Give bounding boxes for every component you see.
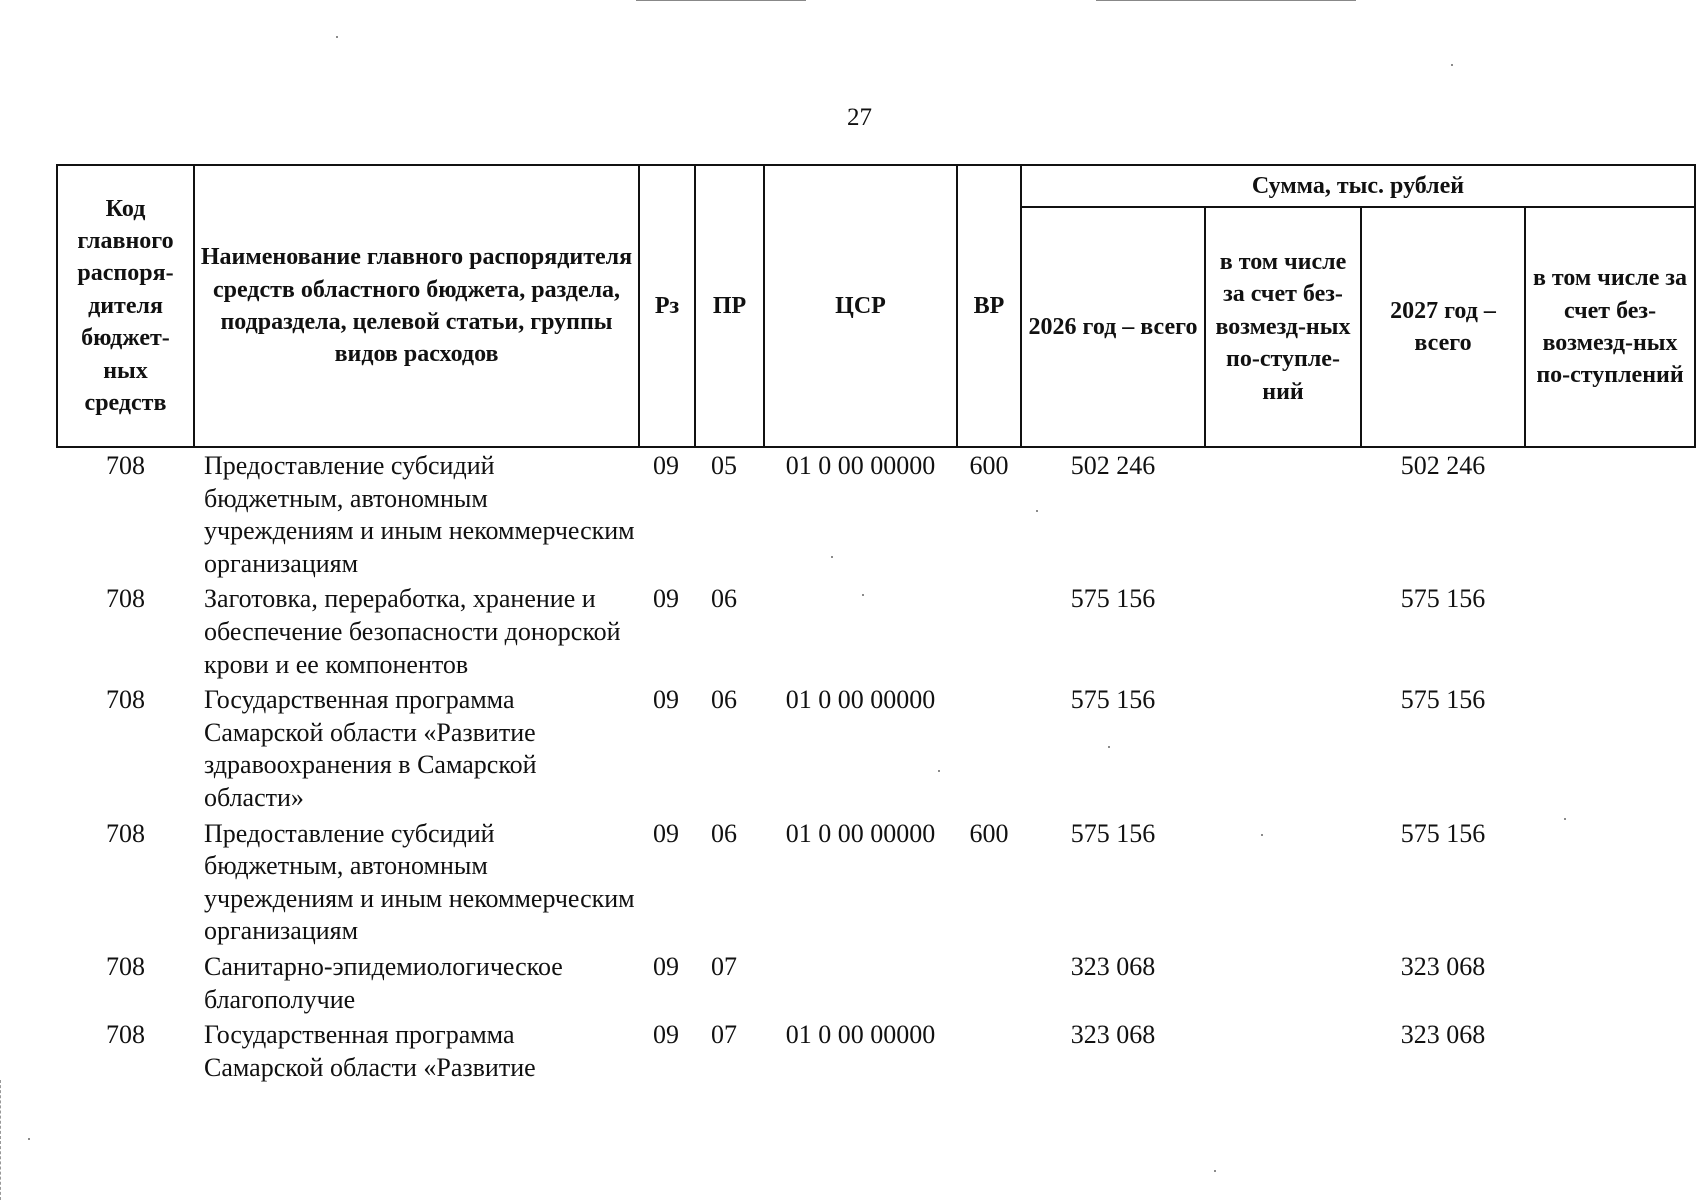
table-row [57,581,1695,682]
cell-2026-gratis [1205,949,1361,1017]
cell-2027-gratis [1525,816,1695,949]
cell-2026-total: 575 156 [1070,584,1156,614]
cell-2026-total: 502 246 [1070,451,1156,480]
cell-2027-total: 575 156 [1400,818,1486,848]
table-row [57,949,1695,1017]
cell-code: 708 [106,818,145,848]
header-2027-total: 2027 год – всего [1361,207,1525,447]
cell-csr: 01 0 00 00000 [785,818,936,848]
cell-rz: 09 [653,1020,679,1050]
cell-name: Заготовка, переработка, хранение и обеспечение безопасности донорской крови и ее компонентов [204,584,621,679]
header-2026-total: 2026 год – всего [1021,207,1205,447]
scan-speck [1564,818,1566,820]
cell-2026-total: 323 068 [1070,951,1156,981]
scan-speck [831,556,833,558]
cell-pr: 07 [711,951,737,981]
cell-2027-gratis [1525,949,1695,1017]
cell-csr: 01 0 00 00000 [785,685,936,715]
scan-top-rule [1096,0,1356,1]
table-row [57,447,1695,581]
cell-vr [957,682,1021,815]
cell-csr: 01 0 00 00000 [785,451,936,480]
header-vr: ВР [957,165,1021,447]
cell-code: 708 [106,951,145,981]
cell-2026-gratis [1205,1017,1361,1085]
cell-vr: 600 [969,818,1009,848]
cell-2027-gratis [1525,581,1695,682]
cell-name: Государственная программа Самарской области «Развитие [204,1020,536,1082]
cell-name: Предоставление субсидий бюджетным, автономным учреждениям и иным некоммерческим организациям [204,451,635,578]
cell-2027-total: 575 156 [1400,584,1486,614]
cell-2026-gratis [1205,447,1361,581]
scan-speck [938,770,940,772]
cell-code: 708 [106,451,145,480]
cell-2027-gratis [1525,1017,1695,1085]
header-rz: Рз [639,165,695,447]
cell-vr: 600 [969,451,1009,480]
header-name: Наименование главного распорядителя средств областного бюджета, раздела, подраздела, целевой статьи, группы видов расходов [194,165,639,447]
header-csr: ЦСР [764,165,957,447]
budget-table [56,164,1696,1085]
cell-2027-total: 323 068 [1400,1020,1486,1050]
cell-2027-total: 323 068 [1400,951,1486,981]
cell-vr [957,581,1021,682]
header-code: Код главного распоря-дителя бюджет-ных средств [57,165,194,447]
cell-name: Государственная программа Самарской области «Развитие здравоохранения в Самарской области» [204,685,537,812]
cell-rz: 09 [653,451,679,480]
scan-speck [28,1138,30,1140]
page-number: 27 [847,104,872,131]
scan-speck [862,594,864,596]
cell-2026-gratis [1205,816,1361,949]
cell-pr: 06 [711,685,737,715]
header-2027-gratis: в том числе за счет без-возмезд-ных по-ступлений [1525,207,1695,447]
scan-speck [1261,834,1263,836]
cell-vr [957,1017,1021,1085]
table-row [57,682,1695,815]
cell-rz: 09 [653,818,679,848]
cell-2027-total: 502 246 [1400,451,1486,480]
header-pr: ПР [695,165,764,447]
cell-2027-total: 575 156 [1400,685,1486,715]
cell-code: 708 [106,685,145,715]
table-row [57,816,1695,949]
cell-vr [957,949,1021,1017]
cell-code: 708 [106,584,145,614]
cell-2027-gratis [1525,682,1695,815]
cell-2026-total: 575 156 [1070,818,1156,848]
cell-2026-gratis [1205,682,1361,815]
cell-rz: 09 [653,951,679,981]
scan-edge [0,1080,5,1200]
cell-name: Санитарно-эпидемиологическое благополучие [204,951,563,1014]
cell-csr [764,949,957,1017]
cell-rz: 09 [653,685,679,715]
cell-name: Предоставление субсидий бюджетным, автономным учреждениям и иным некоммерческим организациям [204,818,635,946]
table-row [57,1017,1695,1085]
cell-2026-gratis [1205,581,1361,682]
scan-speck [1108,746,1110,748]
scan-speck [1214,1170,1216,1172]
cell-pr: 06 [711,818,737,848]
scan-speck [1451,64,1453,66]
scan-speck [336,36,338,38]
cell-csr: 01 0 00 00000 [785,1020,936,1050]
header-2026-gratis: в том числе за счет без-возмезд-ных по-ступле-ний [1205,207,1361,447]
cell-pr: 05 [711,451,737,480]
cell-csr [764,581,957,682]
header-sum-group: Сумма, тыс. рублей [1021,165,1695,207]
cell-2026-total: 575 156 [1070,685,1156,715]
cell-2026-total: 323 068 [1070,1020,1156,1050]
cell-code: 708 [106,1020,145,1050]
cell-pr: 06 [711,584,737,614]
scan-speck [1036,510,1038,512]
cell-rz: 09 [653,584,679,614]
scan-top-rule [636,0,806,1]
cell-pr: 07 [711,1020,737,1050]
cell-2027-gratis [1525,447,1695,581]
